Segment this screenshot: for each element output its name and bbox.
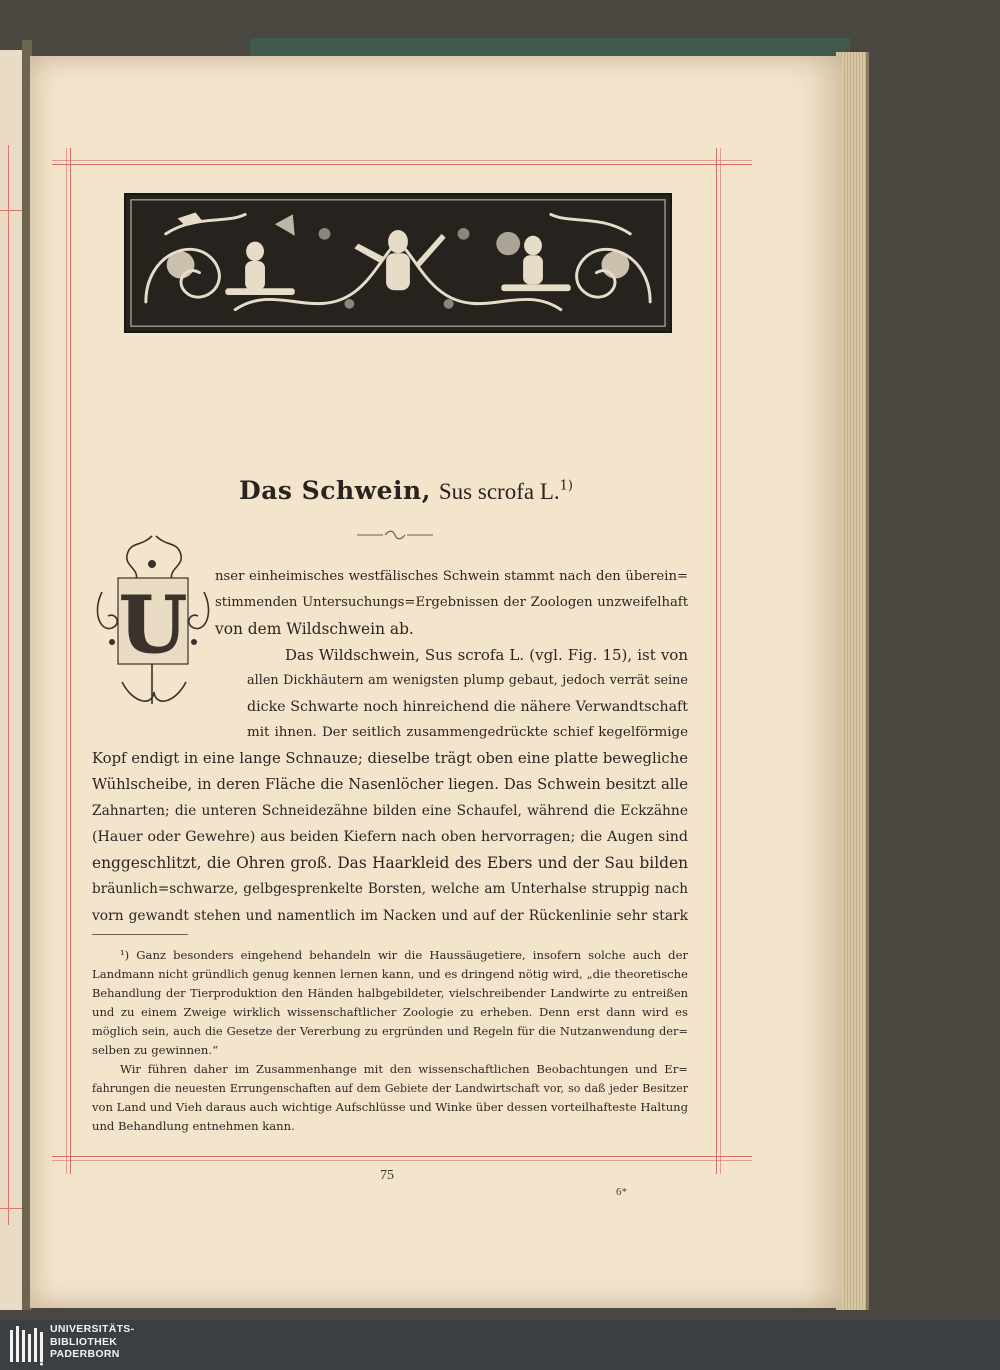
body-line: stimmenden Untersuchungs=Ergebnissen der Zoologen unzweifelhaft	[215, 595, 688, 611]
title-footnote-ref: 1)	[559, 478, 573, 494]
body-line: dicke Schwarte noch hinreichend die nähere Verwandtschaft	[247, 699, 688, 716]
book-cover-edge	[250, 38, 850, 58]
frame-line-top-2	[52, 160, 752, 161]
body-line: von dem Wildschwein ab.	[215, 620, 414, 639]
chapter-title	[0, 476, 812, 505]
body-line: Kopf endigt in eine lange Schnauze; dieselbe trägt oben eine platte bewegliche	[92, 750, 688, 767]
initial-letter-glyph: U	[118, 580, 188, 671]
footnote-block	[92, 946, 688, 1136]
body-line: Wühlscheibe, in deren Fläche die Nasenlöcher liegen. Das Schwein besitzt alle	[92, 776, 688, 794]
body-line: allen Dickhäutern am wenigsten plump gebaut, jedoch verrät seine	[247, 673, 688, 689]
library-logo-icon	[10, 1326, 46, 1366]
printer-signature-mark: 6*	[616, 1186, 627, 1198]
frame-line-bottom-2	[52, 1160, 752, 1161]
footnote-line: von Land und Vieh daraus auch wichtige Aufschlüsse und Winke über dessen vorteilhafteste Haltung	[92, 1100, 689, 1114]
body-line: nser einheimisches westfälisches Schwein stammt nach den überein=	[215, 569, 688, 584]
frame-line-right-2	[720, 148, 721, 1174]
frame-line-left-2	[66, 148, 67, 1174]
frame-line-bottom	[52, 1156, 752, 1157]
body-line: mit ihnen. Der seitlich zusammengedrückte schief kegelförmige	[247, 725, 688, 741]
footnote-line: und Behandlung entnehmen kann.	[92, 1119, 295, 1133]
body-line: Zahnarten; die unteren Schneidezähne bilden eine Schaufel, während die Eckzähne	[92, 803, 688, 820]
body-line: vorn gewandt stehen und namentlich im Nacken und auf der Rückenlinie sehr stark	[92, 907, 688, 924]
body-line: Das Wildschwein, Sus scrofa L. (vgl. Fig. 15), ist von	[285, 646, 688, 664]
body-lines-beside-initial	[215, 564, 688, 642]
title-german: Das Schwein,	[239, 476, 431, 505]
body-line: (Hauer oder Gewehre) aus beiden Kiefern nach oben hervorragen; die Augen sind	[92, 829, 688, 846]
footnote-rule	[92, 934, 188, 935]
body-line: bräunlich=schwarze, gelbgesprenkelte Borsten, welche am Unterhalse struppig nach	[92, 881, 688, 898]
previous-page-edge	[0, 50, 24, 1310]
footnote-line: Behandlung der Tierproduktion den Händen halbgebildeter, vielschreibender Landwirte zu entreißen	[92, 986, 688, 1000]
body-lines-paragraph-2	[247, 642, 688, 746]
frame-line-left	[70, 148, 71, 1174]
library-footer-bar	[0, 1320, 1000, 1370]
footnote-line: möglich sein, auch die Gesetze der Vererbung zu ergründen und Regeln für die Nutzanwendung der=	[92, 1024, 688, 1038]
library-name-line: UNIVERSITÄTS-	[50, 1323, 135, 1335]
footnote-line: und zu einem Zweige wirklich wissenschaftlicher Zoologie zu erheben. Denn erst dann wird es	[92, 1005, 688, 1019]
title-flourish-divider	[357, 530, 433, 540]
library-name	[50, 1323, 134, 1361]
ornamental-header-vignette	[124, 193, 672, 333]
library-name-line: BIBLIOTHEK	[50, 1335, 118, 1348]
page-number: 75	[380, 1168, 394, 1183]
footnote-line: fahrungen die neuesten Errungenschaften auf dem Gebiete der Landwirtschaft vor, so daß jeder Besitzer	[92, 1082, 688, 1095]
ornament-illustration	[126, 195, 670, 331]
frame-line-right	[716, 148, 717, 1174]
library-name-line: PADERBORN	[50, 1348, 120, 1360]
footnote-line: Landmann nicht gründlich genug kennen lernen kann, und es dringend nötig wird, „die theoretische	[92, 967, 688, 981]
footnote-line: ¹) Ganz besonders eingehend behandeln wir die Haussäugetiere, insofern solche auch der	[120, 948, 688, 962]
body-lines-full-width	[92, 746, 688, 929]
body-line: enggeschlitzt, die Ohren groß. Das Haarkleid des Ebers und der Sau bilden	[92, 854, 688, 873]
footnote-line: Wir führen daher im Zusammenhange mit den wissenschaftlichen Beobachtungen und Er=	[120, 1062, 688, 1076]
decorated-initial-letter	[92, 532, 214, 708]
frame-line-top	[52, 164, 752, 165]
footnote-line: selben zu gewinnen.“	[92, 1043, 219, 1057]
title-latin: Sus scrofa L.	[438, 479, 560, 504]
